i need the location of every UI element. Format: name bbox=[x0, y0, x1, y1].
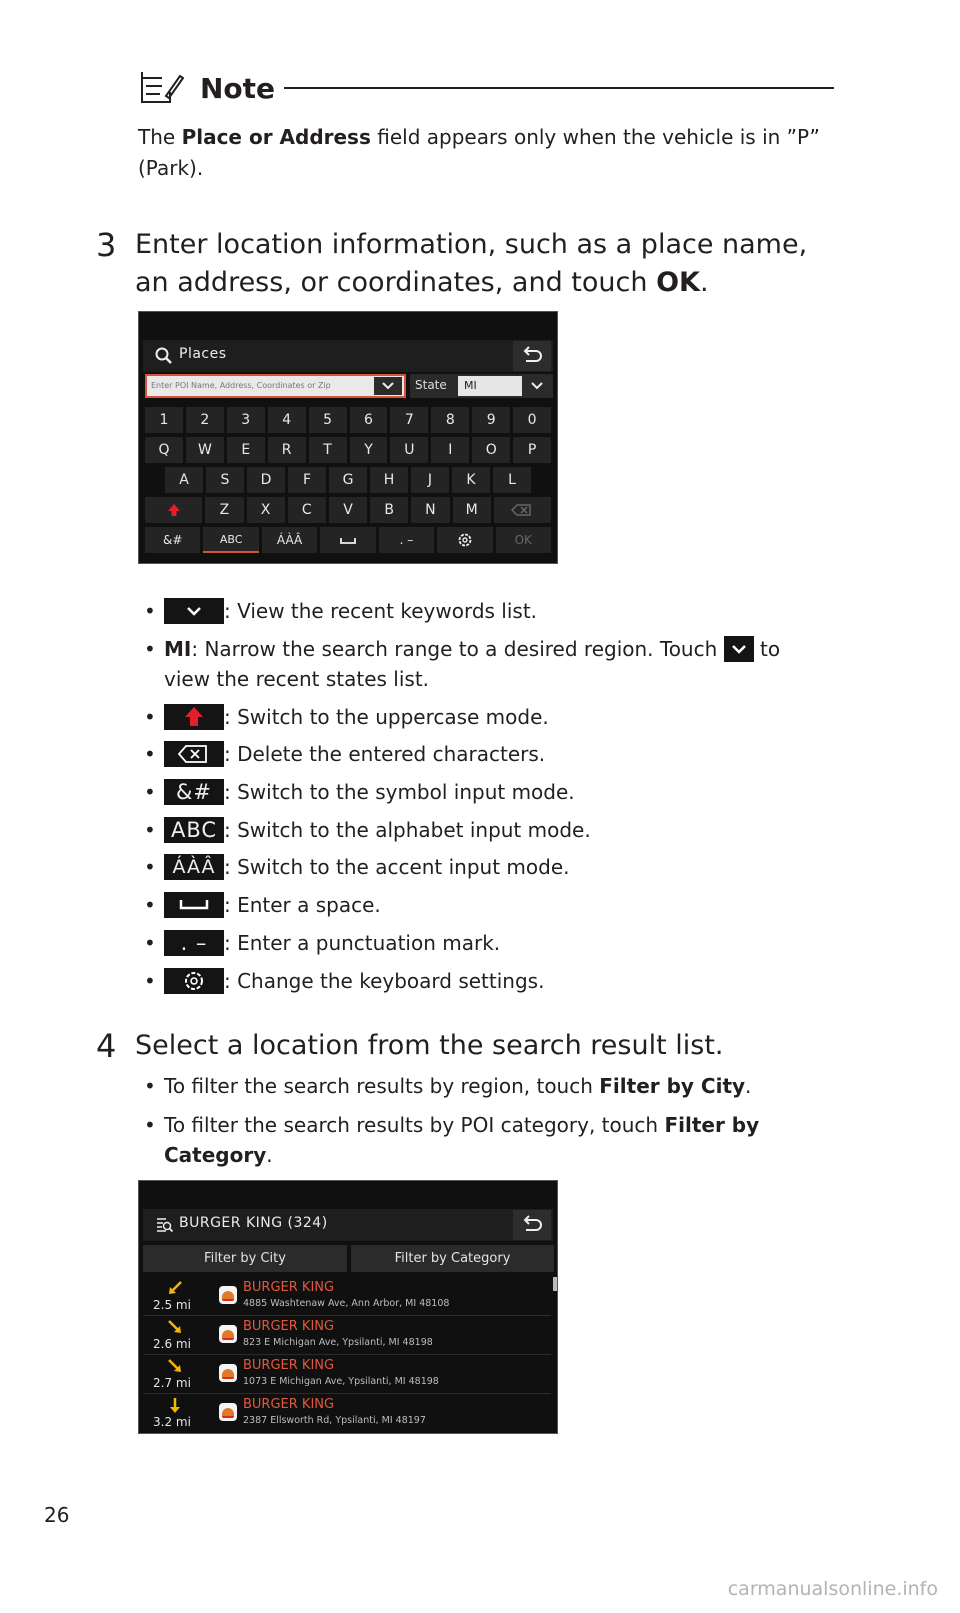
key[interactable]: Y bbox=[350, 437, 388, 463]
accent-chip: ÁÀÂ bbox=[164, 854, 224, 880]
chevron-down-icon bbox=[523, 376, 551, 396]
key[interactable]: K bbox=[452, 467, 490, 493]
ok-key[interactable]: OK bbox=[496, 527, 551, 553]
back-button[interactable] bbox=[513, 1210, 551, 1240]
result-distance: 2.7 mi bbox=[153, 1376, 191, 1390]
result-name: BURGER KING bbox=[243, 1280, 335, 1295]
symbol-mode-key[interactable]: &# bbox=[145, 527, 200, 553]
key[interactable]: P bbox=[513, 437, 551, 463]
backspace-icon bbox=[509, 497, 535, 523]
key[interactable]: S bbox=[206, 467, 244, 493]
key[interactable]: 2 bbox=[186, 407, 224, 433]
gear-icon bbox=[455, 527, 475, 553]
gear-chip bbox=[164, 968, 224, 994]
direction-arrow-icon bbox=[167, 1397, 183, 1413]
scrollbar[interactable] bbox=[553, 1277, 557, 1291]
key[interactable]: 8 bbox=[431, 407, 469, 433]
keyboard-row-asdf bbox=[145, 467, 551, 493]
place-address-term: Place or Address bbox=[181, 125, 371, 149]
backspace-key[interactable] bbox=[494, 497, 551, 523]
state-selector[interactable] bbox=[410, 374, 553, 398]
key[interactable]: N bbox=[411, 497, 449, 523]
key[interactable]: L bbox=[493, 467, 531, 493]
backspace-icon bbox=[164, 741, 224, 767]
backspace-chip bbox=[164, 741, 224, 767]
poi-search-input[interactable]: Enter POI Name, Address, Coordinates or Zip bbox=[145, 374, 406, 398]
screen-title: BURGER KING (324) bbox=[179, 1215, 328, 1231]
step-number: 3 bbox=[96, 226, 117, 264]
step-number: 4 bbox=[96, 1027, 117, 1065]
step-text: Select a location from the search result list. bbox=[135, 1030, 724, 1061]
back-icon bbox=[513, 341, 551, 371]
result-address: 823 E Michigan Ave, Ypsilanti, MI 48198 bbox=[243, 1337, 433, 1348]
key[interactable]: I bbox=[431, 437, 469, 463]
result-row[interactable] bbox=[143, 1278, 551, 1316]
note-divider bbox=[284, 87, 834, 89]
chevron-chip-small bbox=[724, 636, 754, 662]
key[interactable]: U bbox=[390, 437, 428, 463]
punctuation-chip: . – bbox=[164, 930, 224, 956]
key[interactable]: T bbox=[309, 437, 347, 463]
note-text: The Place or Address field appears only when the vehicle is in ”P” (Park). bbox=[138, 125, 820, 180]
key[interactable]: D bbox=[247, 467, 285, 493]
key[interactable]: R bbox=[268, 437, 306, 463]
direction-arrow-icon bbox=[167, 1319, 183, 1335]
gear-icon bbox=[164, 968, 224, 994]
search-list-icon bbox=[155, 1216, 173, 1234]
key[interactable]: W bbox=[186, 437, 224, 463]
key[interactable]: 0 bbox=[513, 407, 551, 433]
key[interactable]: G bbox=[329, 467, 367, 493]
result-distance: 2.5 mi bbox=[153, 1298, 191, 1312]
shift-key[interactable] bbox=[145, 497, 202, 523]
recent-states-button[interactable] bbox=[523, 376, 551, 396]
chevron-down-icon bbox=[374, 377, 402, 395]
space-key[interactable] bbox=[320, 527, 375, 553]
search-results-screen bbox=[138, 1180, 558, 1434]
filter-by-city-button[interactable]: Filter by City bbox=[143, 1245, 347, 1272]
key[interactable]: E bbox=[227, 437, 265, 463]
state-label: State bbox=[415, 378, 447, 392]
result-address: 2387 Ellsworth Rd, Ypsilanti, MI 48197 bbox=[243, 1415, 426, 1426]
shift-arrow-icon bbox=[164, 497, 184, 523]
page-number: 26 bbox=[44, 1503, 70, 1527]
accent-mode-key[interactable]: ÁÀÂ bbox=[262, 527, 317, 553]
chevron-chip bbox=[164, 598, 224, 624]
key[interactable]: 4 bbox=[268, 407, 306, 433]
burger-king-logo-icon bbox=[219, 1403, 237, 1421]
keyboard-row-numbers bbox=[145, 407, 551, 433]
key[interactable]: C bbox=[288, 497, 326, 523]
note-title: Note bbox=[200, 72, 276, 105]
key[interactable]: Z bbox=[205, 497, 243, 523]
shift-chip bbox=[164, 704, 224, 730]
key[interactable]: O bbox=[472, 437, 510, 463]
keyboard-row-qwerty bbox=[145, 437, 551, 463]
key[interactable]: M bbox=[453, 497, 491, 523]
result-address: 4885 Washtenaw Ave, Ann Arbor, MI 48108 bbox=[243, 1298, 450, 1309]
screen-header bbox=[143, 1209, 553, 1241]
state-value: MI bbox=[458, 376, 522, 396]
result-name: BURGER KING bbox=[243, 1397, 335, 1412]
key[interactable]: 5 bbox=[309, 407, 347, 433]
result-distance: 2.6 mi bbox=[153, 1337, 191, 1351]
key[interactable]: A bbox=[165, 467, 203, 493]
space-icon bbox=[164, 892, 224, 918]
key[interactable]: 6 bbox=[350, 407, 388, 433]
space-icon bbox=[338, 527, 358, 553]
keyboard-row-controls bbox=[145, 527, 551, 553]
result-row[interactable] bbox=[143, 1356, 551, 1394]
result-name: BURGER KING bbox=[243, 1358, 335, 1373]
result-distance: 3.2 mi bbox=[153, 1415, 191, 1429]
note-header bbox=[138, 66, 834, 112]
result-address: 1073 E Michigan Ave, Ypsilanti, MI 48198 bbox=[243, 1376, 439, 1387]
screen-title: Places bbox=[179, 346, 227, 362]
result-row[interactable] bbox=[143, 1317, 551, 1355]
key[interactable]: 9 bbox=[472, 407, 510, 433]
chevron-down-icon bbox=[164, 598, 224, 624]
key[interactable]: H bbox=[370, 467, 408, 493]
burger-king-logo-icon bbox=[219, 1286, 237, 1304]
shift-arrow-icon bbox=[164, 704, 224, 730]
key[interactable]: B bbox=[370, 497, 408, 523]
direction-arrow-icon bbox=[167, 1280, 183, 1296]
key[interactable]: 7 bbox=[390, 407, 428, 433]
chevron-down-icon bbox=[724, 636, 754, 662]
key[interactable]: 3 bbox=[227, 407, 265, 433]
watermark: carmanualsonline.info bbox=[727, 1578, 938, 1600]
symbol-chip: &# bbox=[164, 779, 224, 805]
places-keyboard-screen bbox=[138, 311, 558, 564]
burger-king-logo-icon bbox=[219, 1364, 237, 1382]
search-icon bbox=[155, 347, 173, 365]
alphabet-chip: ABC bbox=[164, 817, 224, 843]
result-row[interactable] bbox=[143, 1395, 551, 1433]
key[interactable]: X bbox=[247, 497, 285, 523]
result-name: BURGER KING bbox=[243, 1319, 335, 1334]
keyboard-row-zxcv bbox=[145, 497, 551, 523]
screen-header bbox=[143, 340, 553, 372]
settings-key[interactable] bbox=[437, 527, 492, 553]
recent-keywords-button[interactable] bbox=[374, 377, 402, 395]
key[interactable]: 1 bbox=[145, 407, 183, 433]
punctuation-key[interactable]: . – bbox=[379, 527, 434, 553]
back-icon bbox=[513, 1210, 551, 1240]
burger-king-logo-icon bbox=[219, 1325, 237, 1343]
key[interactable]: V bbox=[329, 497, 367, 523]
key[interactable]: J bbox=[411, 467, 449, 493]
note-icon bbox=[138, 68, 184, 108]
alphabet-mode-key[interactable]: ABC bbox=[203, 527, 258, 553]
back-button[interactable] bbox=[513, 341, 551, 371]
direction-arrow-icon bbox=[167, 1358, 183, 1374]
key[interactable]: F bbox=[288, 467, 326, 493]
step-text: Enter location information, such as a place name, an address, or coordinates, and touch OK. bbox=[135, 229, 808, 298]
key[interactable]: Q bbox=[145, 437, 183, 463]
filter-by-category-button[interactable]: Filter by Category bbox=[351, 1245, 554, 1272]
space-chip bbox=[164, 892, 224, 918]
